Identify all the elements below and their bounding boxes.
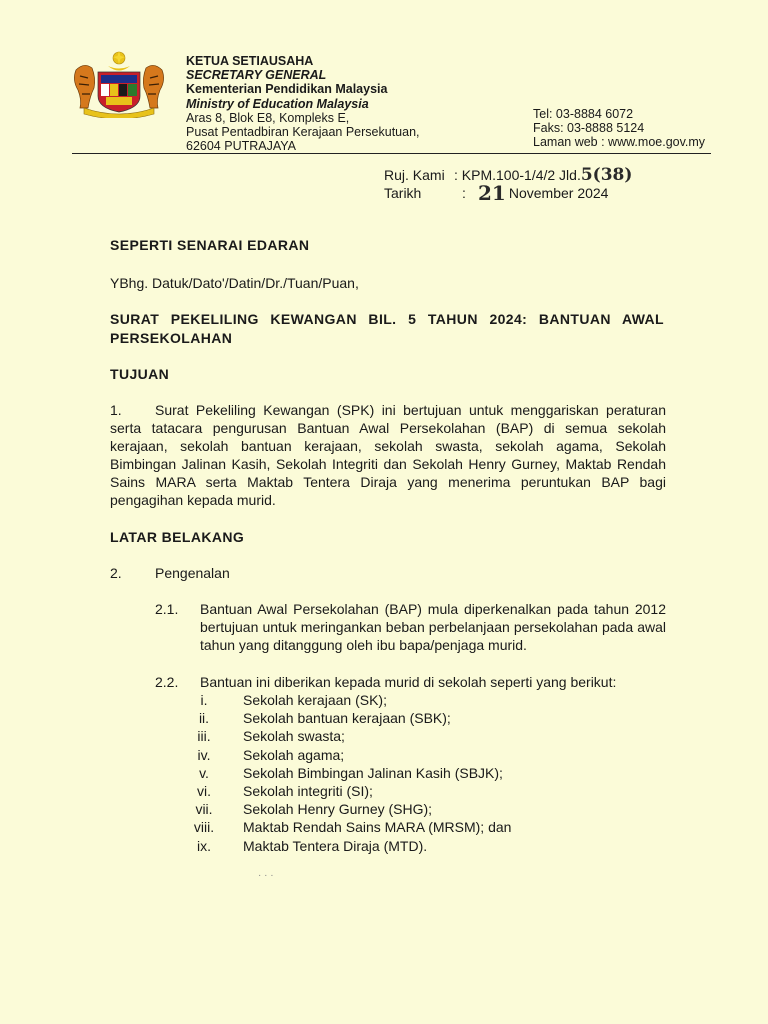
paragraph-2-1-text: Bantuan Awal Persekolahan (BAP) mula diperkenalkan pada tahun 2012 bertujuan untuk meringankan beban perbelanjaan persekolahan pada awal tahun yang ditanggung oleh ibu bapa/penjaga murid. bbox=[200, 601, 666, 653]
list-item bbox=[183, 800, 511, 818]
address-line-1: Aras 8, Blok E8, Kompleks E, bbox=[186, 110, 350, 125]
date-handwritten-day: 21 bbox=[478, 181, 506, 205]
reference-block bbox=[384, 165, 633, 205]
list-item bbox=[183, 746, 511, 764]
date-row bbox=[384, 181, 632, 205]
tujuan-heading: TUJUAN bbox=[110, 366, 170, 382]
list-item-number: vii. bbox=[195, 801, 213, 818]
list-item-text: Sekolah agama; bbox=[243, 746, 345, 763]
ruj-handwritten: 5(38) bbox=[580, 165, 633, 185]
subject: SURAT PEKELILING KEWANGAN BIL. 5 TAHUN 2024: BANTUAN AWAL PERSEKOLAHAN bbox=[110, 311, 664, 346]
list-item-text: Maktab Tentera Diraja (MTD). bbox=[243, 837, 428, 854]
date-value: November 2024 bbox=[508, 185, 609, 201]
latar-heading: LATAR BELAKANG bbox=[110, 529, 245, 545]
list-item-number: v. bbox=[199, 764, 209, 781]
list-item-number: ix. bbox=[197, 837, 211, 854]
coat-of-arms-icon bbox=[70, 50, 168, 118]
website: Laman web : www.moe.gov.my bbox=[533, 135, 706, 150]
paragraph-2-1-number: 2.1. bbox=[155, 601, 179, 617]
address-line-3: 62604 PUTRAJAYA bbox=[186, 139, 297, 154]
contact-block bbox=[533, 107, 705, 150]
list-item bbox=[183, 764, 511, 782]
list-item-number: iii. bbox=[197, 728, 211, 745]
paragraph-2-2-number: 2.2. bbox=[155, 674, 179, 690]
list-item-text: Sekolah Henry Gurney (SHG); bbox=[243, 801, 433, 818]
list-item-number: vi. bbox=[197, 783, 211, 800]
date-colon: : bbox=[462, 185, 466, 201]
title-ms: KETUA SETIAUSAHA bbox=[186, 54, 314, 68]
list-item-text: Sekolah kerajaan (SK); bbox=[243, 692, 387, 708]
ruj-value: : KPM.100-1/4/2 Jld. bbox=[454, 167, 581, 183]
paragraph-1 bbox=[110, 401, 666, 509]
address-line-2: Pusat Pentadbiran Kerajaan Persekutuan, bbox=[186, 125, 420, 140]
list-item-text: Maktab Rendah Sains MARA (MRSM); dan bbox=[243, 819, 512, 836]
list-item bbox=[183, 727, 511, 745]
tel: Tel: 03-8884 6072 bbox=[533, 107, 634, 121]
list-item-text: Sekolah integriti (SI); bbox=[243, 783, 373, 800]
list-item bbox=[183, 691, 511, 709]
paragraph-2-2-text: Bantuan ini diberikan kepada murid di sekolah seperti yang berikut: bbox=[200, 674, 617, 690]
title-en: SECRETARY GENERAL bbox=[186, 68, 327, 83]
list-item-text: Sekolah swasta; bbox=[243, 728, 345, 745]
list-item-number: i. bbox=[200, 692, 208, 708]
list-item bbox=[183, 709, 511, 727]
school-list bbox=[183, 691, 511, 855]
salutation: YBhg. Datuk/Dato'/Datin/Dr./Tuan/Puan, bbox=[110, 275, 359, 291]
ministry-en: Ministry of Education Malaysia bbox=[186, 96, 369, 111]
list-item-text: Sekolah Bimbingan Jalinan Kasih (SBJK); bbox=[243, 764, 503, 781]
list-item-number: viii. bbox=[193, 819, 215, 836]
reference-row bbox=[384, 166, 632, 184]
paragraph-2-number: 2. bbox=[110, 565, 122, 581]
list-item bbox=[183, 818, 511, 836]
header-divider bbox=[72, 153, 711, 154]
ministry-ms: Kementerian Pendidikan Malaysia bbox=[186, 82, 388, 97]
list-item bbox=[183, 837, 511, 855]
date-label: Tarikh bbox=[384, 185, 422, 201]
paragraph-1-text: Surat Pekeliling Kewangan (SPK) ini bertujuan untuk menggariskan peraturan serta tatacara pengurusan Bantuan Awal Persekolahan (BAP) di semua sekolah kerajaan, sekolah bantuan kerajaan, sekolah swasta, sekolah agama, Sekolah Bimbingan Jalinan Kasih, Sekolah Integriti dan Sekolah Henry Gurney, Maktab Rendah Sains MARA serta Maktab Tentera Diraja yang menerima peruntukan BAP bagi pengagihan kepada murid. bbox=[110, 402, 666, 508]
paragraph-1-number: 1. bbox=[110, 402, 122, 418]
recipient: SEPERTI SENARAI EDARAN bbox=[110, 237, 310, 253]
list-item-number: iv. bbox=[197, 746, 211, 763]
fax: Faks: 03-8888 5124 bbox=[533, 121, 645, 136]
list-item bbox=[183, 782, 511, 800]
list-item-number: ii. bbox=[198, 710, 210, 727]
list-item-text: Sekolah bantuan kerajaan (SBK); bbox=[243, 710, 451, 727]
paragraph-1-body bbox=[110, 401, 666, 509]
letterhead-block bbox=[186, 54, 420, 153]
paragraph-2-title: Pengenalan bbox=[155, 565, 230, 581]
page-scan-mark: · · · bbox=[258, 870, 274, 881]
ruj-label: Ruj. Kami bbox=[384, 167, 445, 183]
